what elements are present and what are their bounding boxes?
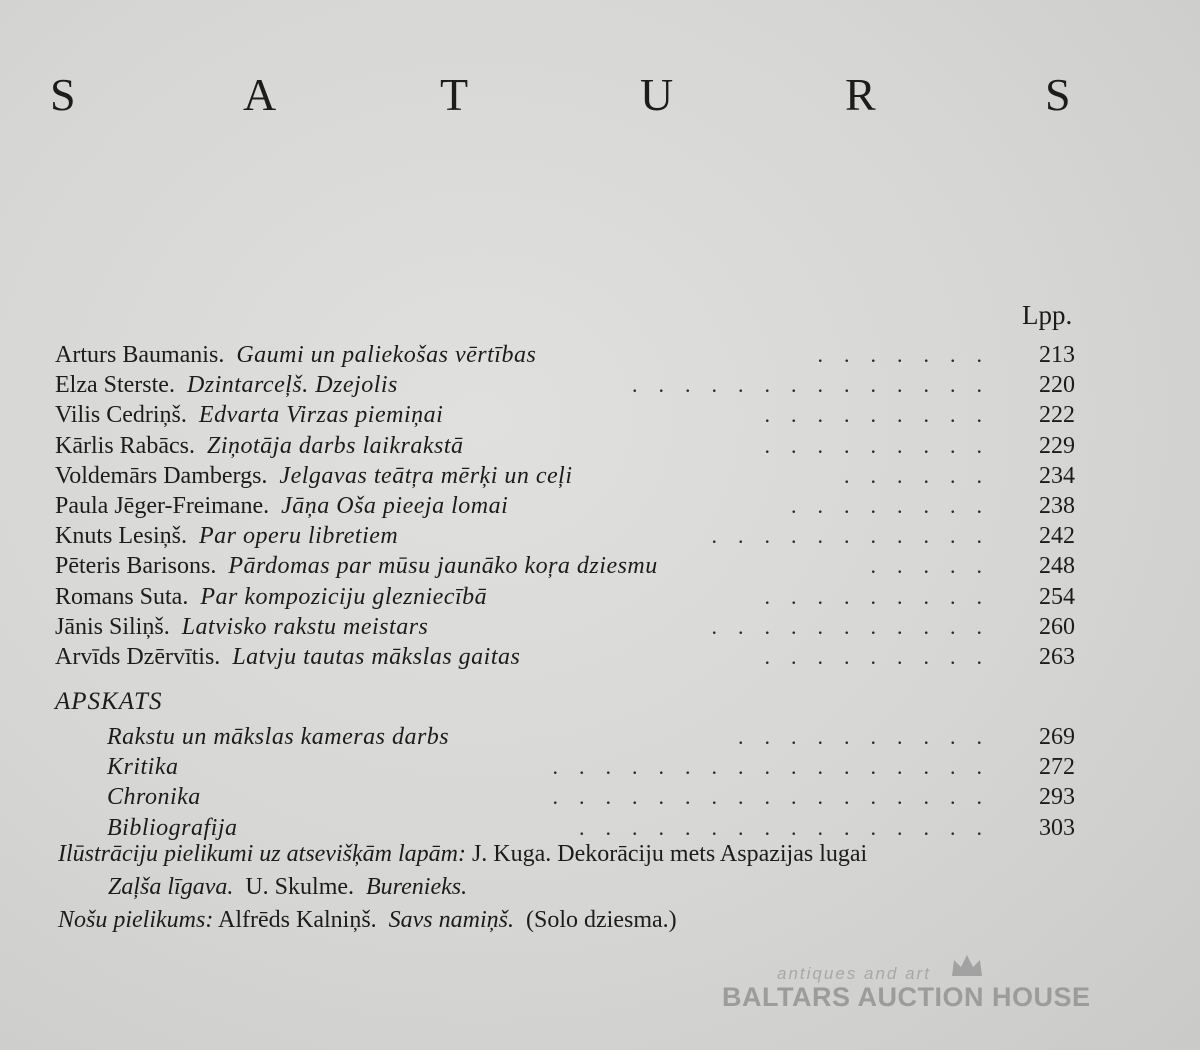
page-column-label: Lpp.: [1022, 300, 1073, 330]
entry-title: Jelgavas teātŗa mērķi un ceļi: [279, 462, 573, 489]
leader-dots: .........: [764, 583, 1003, 609]
crown-icon: [950, 952, 984, 980]
entry-title: Gaumi un paliekošas vērtības: [236, 342, 537, 368]
entry-title: Pārdomas par mūsu jaunāko koŗa dziesmu: [228, 553, 658, 580]
contents-entry: [55, 340, 1085, 370]
section-list: [107, 722, 1085, 843]
leader-dots: .................: [552, 784, 1003, 810]
contents-list: [55, 340, 1085, 672]
section-entry: [107, 782, 1085, 812]
entry-author: Voldemārs Dambergs.: [55, 462, 268, 489]
entry-title: Ziņotāja darbs laikrakstā: [206, 432, 464, 459]
entry-page: 269: [1039, 724, 1075, 750]
contents-entry: [55, 461, 1085, 491]
watermark: [722, 960, 1122, 1030]
contents-entry: [55, 431, 1085, 461]
leader-dots: ...........: [711, 613, 1003, 639]
contents-entry: [55, 400, 1085, 430]
entry-author: Jānis Siliņš.: [55, 613, 170, 640]
leader-dots: ..............: [632, 372, 1003, 398]
title-letter: T: [440, 69, 469, 120]
leader-dots: .........: [764, 402, 1003, 428]
contents-entry: [55, 370, 1085, 400]
entry-page: 248: [1039, 553, 1075, 580]
contents-entry: [55, 642, 1085, 672]
section-entry: [107, 722, 1085, 752]
leader-dots: .....: [870, 553, 1003, 579]
illustrations-note: [58, 838, 867, 871]
leader-dots: ...........: [711, 523, 1003, 549]
music-work: Savs namiņš.: [388, 907, 514, 933]
title-letter: U: [640, 69, 674, 120]
entry-page: 254: [1039, 583, 1075, 610]
leader-dots: ......: [844, 462, 1003, 488]
entry-author: Elza Sterste.: [55, 372, 175, 399]
entry-page: 263: [1039, 643, 1075, 670]
entry-page: 213: [1039, 342, 1075, 368]
leader-dots: .......: [817, 342, 1003, 367]
entry-author: Kārlis Rabācs.: [55, 432, 195, 459]
section-entry: [107, 752, 1085, 782]
contents-entry: [55, 551, 1085, 581]
entry-page: 303: [1039, 814, 1075, 841]
leader-dots: ................: [579, 814, 1003, 840]
title-letter: R: [845, 69, 876, 120]
section-entry-title: Rakstu un mākslas kameras darbs: [107, 724, 450, 750]
leader-dots: .........: [764, 432, 1003, 458]
leader-dots: ..........: [738, 724, 1003, 749]
entry-page: 238: [1039, 492, 1075, 519]
entry-author: Arturs Baumanis.: [55, 342, 225, 368]
contents-entry: [55, 612, 1085, 642]
entry-page: 234: [1039, 462, 1075, 489]
entry-title: Dzintarceļš. Dzejolis: [186, 372, 398, 399]
entry-title: Jāņa Oša pieeja lomai: [281, 492, 509, 519]
entry-author: Vilis Cedriņš.: [55, 402, 187, 429]
entry-page: 229: [1039, 432, 1075, 459]
entry-author: Romans Suta.: [55, 583, 189, 610]
watermark-tagline: antiques and art: [777, 964, 931, 983]
title-letter: A: [243, 69, 277, 120]
entry-page: 260: [1039, 613, 1075, 640]
entry-title: Par operu libretiem: [199, 523, 399, 550]
entry-title: Latvisko rakstu meistars: [181, 613, 429, 640]
entry-author: Knuts Lesiņš.: [55, 523, 187, 550]
appendix-notes: [58, 838, 867, 937]
illustrations-work-2: Burenieks.: [366, 874, 468, 900]
illustrations-artist: U. Skulme.: [245, 874, 355, 900]
leader-dots: .........: [764, 643, 1003, 669]
entry-page: 293: [1039, 784, 1075, 811]
title-letter: S: [1045, 69, 1071, 120]
entry-page: 222: [1039, 402, 1075, 429]
contents-entry: [55, 491, 1085, 521]
contents-entry: [55, 521, 1085, 551]
entry-author: Paula Jēger-Freimane.: [55, 492, 270, 519]
page-title: [0, 68, 1200, 128]
music-author: Alfrēds Kalniņš.: [218, 907, 377, 933]
entry-title: Edvarta Virzas piemiņai: [198, 402, 444, 429]
entry-author: Arvīds Dzērvītis.: [55, 643, 221, 670]
entry-title: Latvju tautas mākslas gaitas: [232, 643, 521, 670]
section-heading: APSKATS: [55, 688, 163, 715]
leader-dots: .................: [552, 754, 1003, 780]
entry-author: Pēteris Barisons.: [55, 553, 217, 580]
illustrations-note-continued: [58, 871, 867, 904]
music-label: Nošu pielikums:: [58, 907, 214, 933]
illustrations-text: J. Kuga. Dekorāciju mets Aspazijas lugai: [471, 841, 868, 867]
leader-dots: ........: [791, 492, 1003, 518]
section-entry-title: Bibliografija: [107, 814, 238, 841]
music-note: [58, 904, 867, 937]
section-entry-title: Chronika: [107, 784, 201, 811]
entry-page: 242: [1039, 523, 1075, 550]
contents-entry: [55, 582, 1085, 612]
entry-page: 220: [1039, 372, 1075, 399]
watermark-brand: BALTARS AUCTION HOUSE: [722, 982, 1091, 1012]
title-letter: S: [50, 69, 76, 120]
entry-page: 272: [1039, 754, 1075, 781]
illustrations-label: Ilūstrāciju pielikumi uz atsevišķām lapām:: [58, 841, 466, 867]
entry-title: Par kompoziciju glezniecībā: [200, 583, 488, 610]
illustrations-work: Zaļša līgava.: [108, 874, 234, 900]
music-note-text: (Solo dziesma.): [526, 907, 677, 933]
section-entry-title: Kritika: [107, 754, 179, 781]
